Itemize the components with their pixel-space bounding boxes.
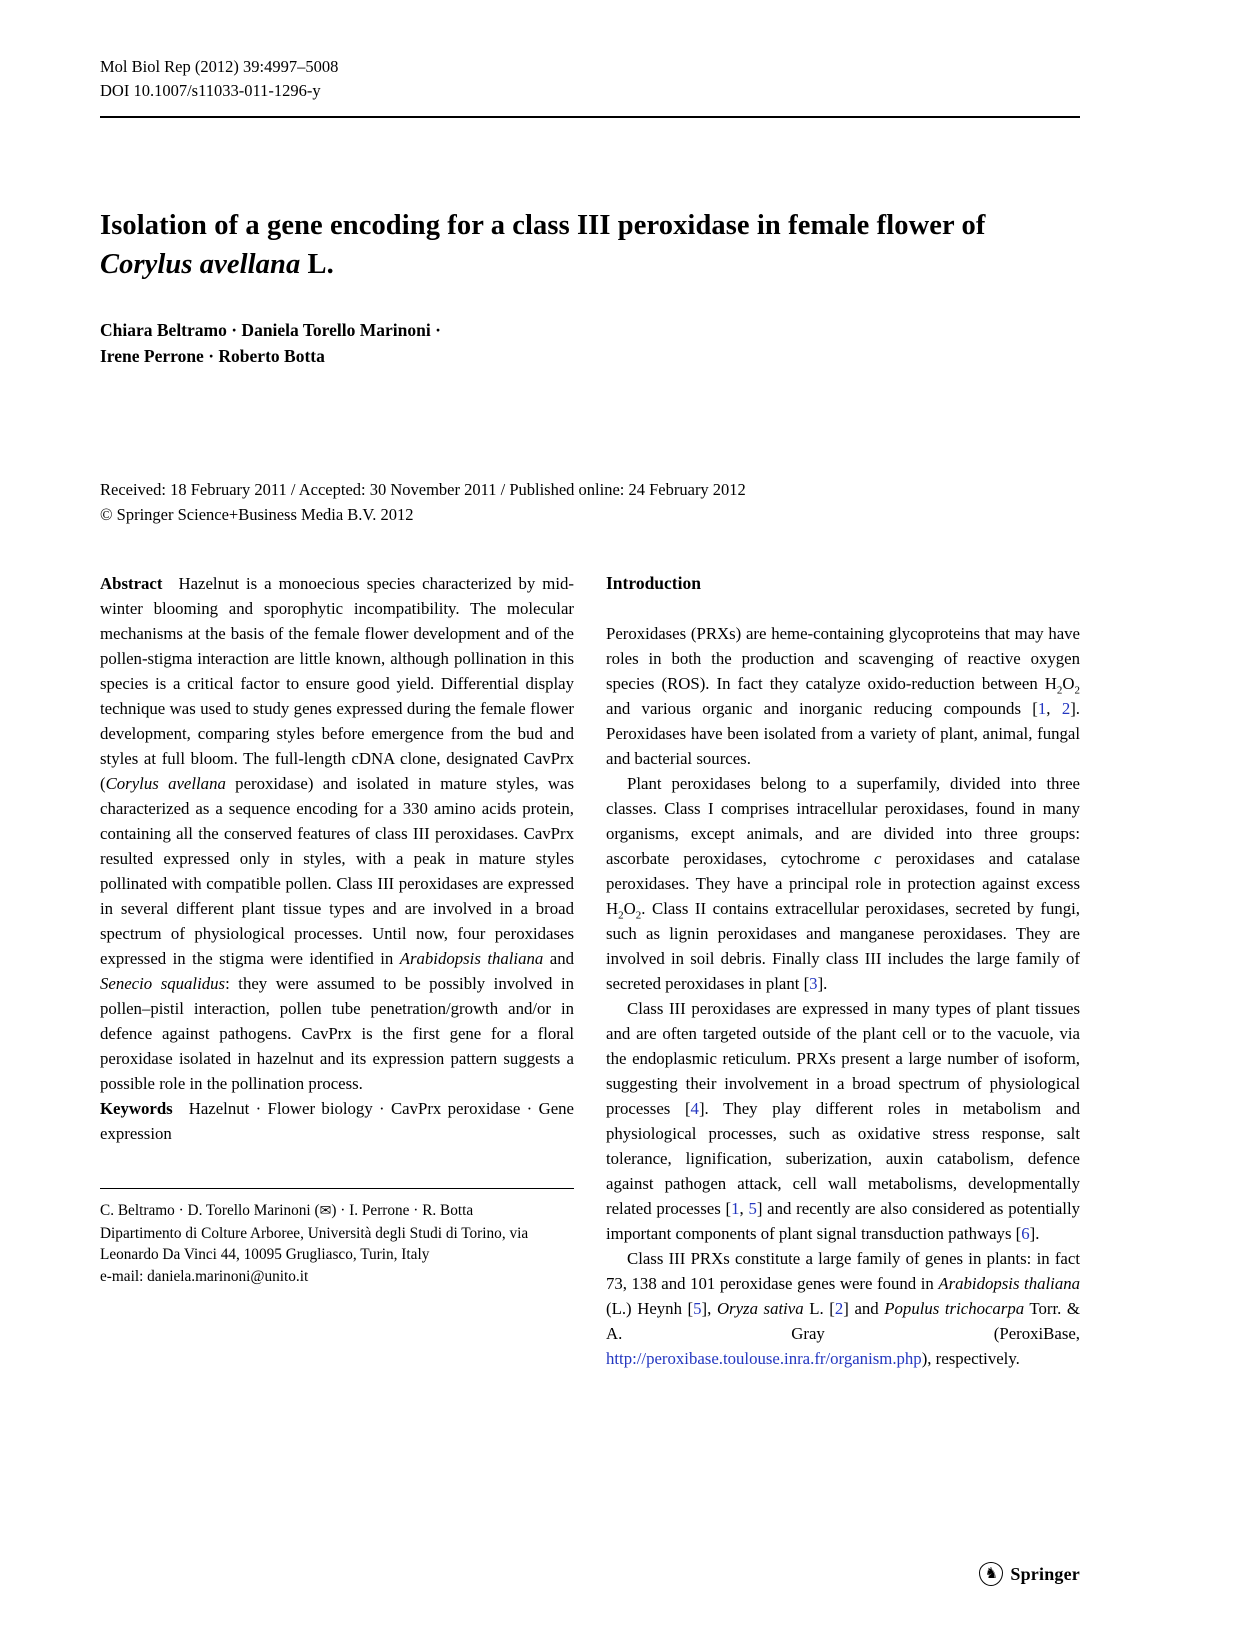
left-column [100, 571, 574, 1371]
keywords-paragraph [100, 1096, 574, 1146]
paper-title: Isolation of a gene encoding for a class III peroxidase in female flower of Corylus avellana L. [100, 210, 986, 280]
springer-logo [979, 1562, 1080, 1586]
reference-link[interactable]: http://peroxibase.toulouse.inra.fr/organism.php [606, 1349, 922, 1368]
received-accepted-line: Received: 18 February 2011 / Accepted: 30 November 2011 / Published online: 24 February 2012 [100, 480, 746, 499]
reference-link[interactable]: 1 [731, 1199, 740, 1218]
footnote-affiliation: Dipartimento di Colture Arboree, Università degli Studi di Torino, via Leonardo Da Vinci 44, 10095 Grugliasco, Turin, Italy [100, 1224, 529, 1263]
footnote-authors: C. Beltramo · D. Torello Marinoni (✉) · I. Perrone · R. Botta [100, 1202, 474, 1219]
abstract-paragraph [100, 571, 574, 1096]
author-line-1: Chiara Beltramo · Daniela Torello Marinoni · [100, 320, 441, 340]
copyright-line: © Springer Science+Business Media B.V. 2012 [100, 505, 414, 524]
keywords-text: Hazelnut · Flower biology · CavPrx peroxidase · Gene expression [100, 1099, 574, 1143]
correspondence-footnote [100, 1188, 574, 1287]
reference-link[interactable]: 5 [693, 1299, 702, 1318]
journal-reference: Mol Biol Rep (2012) 39:4997–5008 [100, 57, 339, 76]
springer-horse-icon: ♞ [979, 1562, 1003, 1586]
reference-link[interactable]: 1 [1037, 699, 1047, 718]
abstract-label: Abstract [100, 574, 163, 593]
reference-link[interactable]: 2 [834, 1299, 844, 1318]
reference-link[interactable]: 2 [1061, 699, 1071, 718]
right-column [606, 571, 1080, 1371]
intro-paragraph-2: Plant peroxidases belong to a superfamily, divided into three classes. Class I comprises intracellular peroxidases, found in many organisms, except animals, and are divided into three groups: ascorbate peroxidases, cytochrome c peroxidases and catalase peroxidases. They have a principal role in protection against excess $H_2O_2$. Class II contains extracellular peroxidases, secreted by fungi, such as lignin peroxidases and manganese peroxidases. They are involved in soil debris. Finally class III includes the large family of secreted peroxidases in plant [3]. [606, 774, 1080, 993]
author-list [100, 317, 1080, 369]
header-rule [100, 116, 1080, 118]
reference-link[interactable]: 4 [690, 1099, 699, 1118]
envelope-icon: ✉ [319, 1204, 332, 1219]
author-line-2: Irene Perrone · Roberto Botta [100, 346, 325, 366]
intro-paragraph-1: Peroxidases (PRXs) are heme-containing glycoproteins that may have roles in both the production and scavenging of reactive oxygen species (ROS). In fact they catalyze oxido-reduction between $H_2O_2$ and various organic and inorganic reducing compounds [1, 2]. Peroxidases have been isolated from a variety of plant, animal, fungal and bacterial sources. [606, 624, 1080, 768]
reference-link[interactable]: 6 [1021, 1224, 1030, 1243]
page-header [100, 55, 1080, 118]
intro-paragraph-3: Class III peroxidases are expressed in many types of plant tissues and are often targeted outside of the plant cell or to the vacuole, via the endoplasmic reticulum. PRXs present a large number of isoform, suggesting their involvement in a broad spectrum of physiological processes [4]. They play different roles in metabolism and physiological processes, such as oxidative stress response, salt tolerance, lignification, suberization, auxin catabolism, defence against pathogen attack, cell wall metabolisms, developmentally related processes [1, 5] and recently are also considered as potentially important components of plant signal transduction pathways [6]. [606, 999, 1080, 1243]
footnote-email: e-mail: daniela.marinoni@unito.it [100, 1267, 309, 1285]
keywords-label: Keywords [100, 1099, 173, 1118]
publication-meta [100, 477, 1080, 527]
footnote-rule [100, 1188, 574, 1189]
two-column-body [100, 571, 1080, 1371]
reference-link[interactable]: 3 [809, 974, 818, 993]
reference-link[interactable]: 5 [748, 1199, 757, 1218]
springer-wordmark: Springer [1010, 1563, 1080, 1584]
intro-paragraph-4: Class III PRXs constitute a large family of genes in plants: in fact 73, 138 and 101 peroxidase genes were found in Arabidopsis thaliana (L.) Heynh [5], Oryza sativa L. [2] and Populus trichocarpa Torr. & A. Gray (PeroxiBase, http://peroxibase.toulouse.inra.fr/organism.php), respectively. [606, 1249, 1080, 1368]
doi: DOI 10.1007/s11033-011-1296-y [100, 81, 321, 100]
introduction-heading: Introduction [606, 573, 701, 593]
abstract-text: Hazelnut is a monoecious species characterized by mid-winter blooming and sporophytic incompatibility. The molecular mechanisms at the basis of the female flower development and of the pollen-stigma interaction are little known, although pollination in this species is a critical factor to ensure good yield. Differential display technique was used to study genes expressed during the female flower development, comparing styles before emergence from the bud and styles at full bloom. The full-length cDNA clone, designated CavPrx (Corylus avellana peroxidase) and isolated in mature styles, was characterized as a sequence encoding for a 330 amino acids protein, containing all the conserved features of class III peroxidases. CavPrx resulted expressed only in styles, with a peak in mature styles pollinated with compatible pollen. Class III peroxidases are expressed in several different plant tissue types and are involved in a broad spectrum of physiological processes. Until now, four peroxidases expressed in the stigma were identified in Arabidopsis thaliana and Senecio squalidus: they were assumed to be possibly involved in pollen–pistil interaction, pollen tube penetration/growth and/or in defence against pathogens. CavPrx is the first gene for a floral peroxidase isolated in hazelnut and its expression pattern suggests a possible role in the pollination process. [100, 574, 575, 1093]
